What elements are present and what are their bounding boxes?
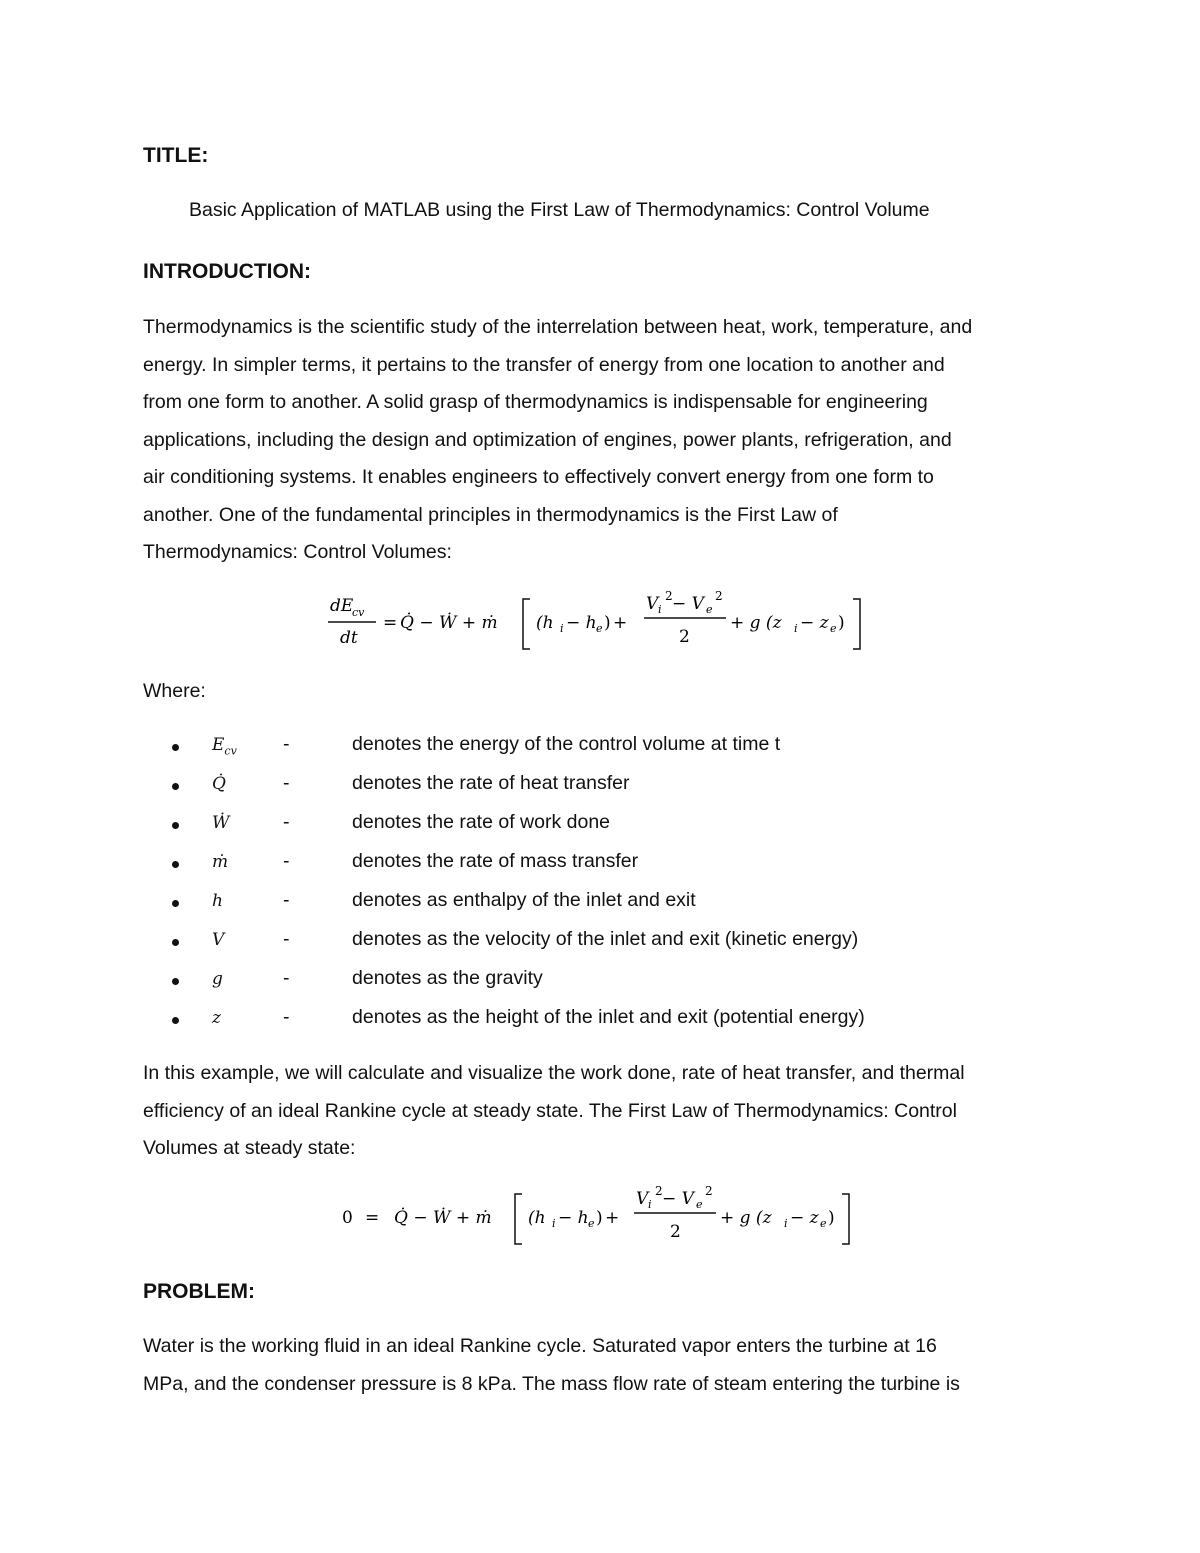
variable-symbol: Ẇ [212,813,230,833]
variable-item [0,966,1200,996]
eq2-equals: = [365,1208,380,1228]
eq2-sub-i: i [552,1217,556,1230]
eq1-lhs-subscript: cv [352,606,365,619]
bullet-icon [172,939,179,946]
eq2-zsub-e: e [820,1217,827,1230]
eq1-paren-close: ) [604,613,611,633]
eq2-kinetic-denominator: 2 [670,1222,681,1242]
eq1-plus: + [613,613,628,633]
variable-item [0,849,1200,879]
eq2-velocity-in: V [636,1189,649,1209]
variable-dash: - [283,733,290,755]
variable-description: denotes as enthalpy of the inlet and exit [352,889,696,911]
title-heading: TITLE: [143,144,209,167]
eq1-lhs-numerator: dE [330,596,354,616]
eq2-vsup-2a: 2 [655,1184,663,1198]
variable-symbol: h [212,891,223,911]
bullet-icon [172,744,179,751]
eq2-gravity-term: + g (z [720,1208,772,1228]
variable-description: denotes the rate of heat transfer [352,772,630,794]
eq1-enthalpy-term: (h [536,613,554,633]
example-line: In this example, we will calculate and visualize the work done, rate of heat transfer, and thermal [143,1062,965,1084]
first-law-equation [320,585,880,655]
problem-paragraph [143,1328,1073,1403]
steady-state-equation [330,1180,880,1250]
eq2-rhs-terms: Q̇ − Ẇ + ṁ [394,1208,492,1228]
variable-symbol: z [212,1008,221,1028]
eq2-gravity-minus: − z [790,1208,819,1228]
example-paragraph [143,1055,1073,1168]
example-line: Volumes at steady state: [143,1137,356,1159]
eq1-rhs-terms: Q̇ − Ẇ + ṁ [400,613,498,633]
example-line: efficiency of an ideal Rankine cycle at steady state. The First Law of Thermodynamics: Control [143,1099,957,1122]
variable-dash: - [283,889,290,911]
eq1-left-bracket [523,599,530,649]
eq2-enthalpy-minus: − h [558,1208,589,1228]
document-title: Basic Application of MATLAB using the First Law of Thermodynamics: Control Volume [189,199,930,221]
eq2-left-bracket [515,1194,522,1244]
eq1-right-bracket [853,599,860,649]
eq1-enthalpy-minus: − h [566,613,597,633]
bullet-icon [172,1017,179,1024]
eq1-sub-i: i [560,622,564,635]
eq1-gravity-close: ) [838,613,845,633]
variable-symbol: Q̇ [212,774,226,794]
eq1-vsup-2a: 2 [665,589,673,603]
variable-item [0,927,1200,957]
bullet-icon [172,978,179,985]
eq2-lhs: 0 [342,1208,353,1228]
intro-line: applications, including the design and optimization of engines, power plants, refrigeration, and [143,428,952,451]
variable-item [0,1005,1200,1035]
introduction-paragraph [143,309,1073,572]
where-label: Where: [143,680,206,702]
variable-dash: - [283,967,290,989]
bullet-icon [172,900,179,907]
eq2-right-bracket [842,1194,849,1244]
eq2-vsub-i: i [648,1198,652,1211]
bullet-icon [172,822,179,829]
variable-dash: - [283,928,290,950]
eq2-vsub-e: e [696,1198,703,1211]
variable-dash: - [283,772,290,794]
eq1-gravity-term: + g (z [730,613,782,633]
variable-dash: - [283,811,290,833]
eq1-gravity-minus: − z [800,613,829,633]
intro-line: another. One of the fundamental principles in thermodynamics is the First Law of [143,503,838,526]
bullet-icon [172,783,179,790]
eq1-equals: = [383,613,398,633]
eq1-velocity-out: − V [672,594,704,614]
eq2-paren-close: ) [596,1208,603,1228]
intro-line: air conditioning systems. It enables engineers to effectively convert energy from one form to [143,466,934,488]
introduction-heading: INTRODUCTION: [143,260,311,283]
variable-symbol: V [212,930,225,950]
bullet-icon [172,861,179,868]
variable-dash: - [283,850,290,872]
variable-description: denotes as the height of the inlet and exit (potential energy) [352,1006,865,1028]
eq2-zsub-i: i [784,1217,788,1230]
eq2-plus: + [605,1208,620,1228]
eq2-velocity-out: − V [662,1189,694,1209]
eq2-gravity-close: ) [828,1208,835,1228]
eq1-vsup-2b: 2 [715,589,723,603]
variable-description: denotes the rate of mass transfer [352,850,639,872]
eq1-lhs-denominator: dt [340,628,358,648]
variable-item [0,810,1200,840]
problem-line: MPa, and the condenser pressure is 8 kPa. The mass flow rate of steam entering the turbine is [143,1372,960,1395]
variable-item [0,888,1200,918]
problem-line: Water is the working fluid in an ideal Rankine cycle. Saturated vapor enters the turbine at 16 [143,1335,937,1357]
variable-symbol-ecv: $E_{cv}$ [212,735,237,758]
eq2-vsup-2b: 2 [705,1184,713,1198]
variable-item [0,732,1200,762]
variable-description: denotes as the velocity of the inlet and exit (kinetic energy) [352,928,859,950]
eq2-sub-e: e [588,1217,595,1230]
eq1-velocity-in: V [646,594,659,614]
eq1-sub-e: e [596,622,603,635]
variable-description: denotes the rate of work done [352,811,611,833]
eq1-zsub-e: e [830,622,837,635]
eq1-vsub-e: e [706,603,713,616]
variable-description: denotes as the gravity [352,967,543,989]
variable-symbol: ṁ [212,852,229,872]
intro-line: Thermodynamics: Control Volumes: [143,541,452,563]
eq1-kinetic-denominator: 2 [679,627,690,647]
variable-symbol: g [212,969,223,989]
variable-description: denotes the energy of the control volume at time t [352,733,781,755]
intro-line: from one form to another. A solid grasp of thermodynamics is indispensable for engineering [143,391,928,413]
variable-item [0,771,1200,801]
eq2-enthalpy-term: (h [528,1208,546,1228]
eq1-vsub-i: i [658,603,662,616]
intro-line: Thermodynamics is the scientific study of the interrelation between heat, work, temperature, and [143,316,973,338]
problem-heading: PROBLEM: [143,1280,255,1303]
variable-dash: - [283,1006,290,1028]
intro-line: energy. In simpler terms, it pertains to the transfer of energy from one location to another and [143,353,945,376]
eq1-zsub-i: i [794,622,798,635]
